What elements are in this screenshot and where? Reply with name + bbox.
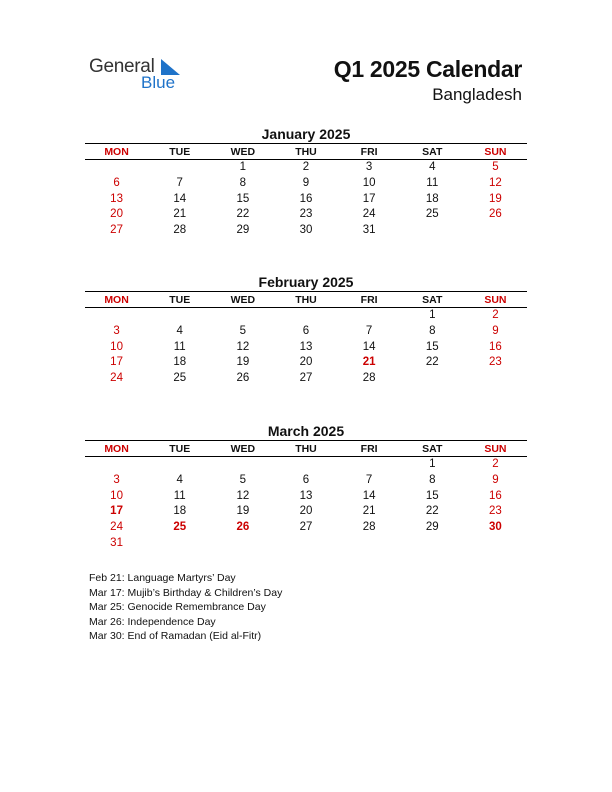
week-row bbox=[85, 176, 527, 192]
empty-day-cell bbox=[211, 536, 274, 552]
empty-day-cell bbox=[211, 457, 274, 473]
day-cell: 28 bbox=[362, 372, 376, 385]
day-cell: 26 bbox=[236, 521, 250, 534]
day-cell: 27 bbox=[299, 372, 313, 385]
day-cell: 21 bbox=[362, 505, 376, 518]
day-cell: 29 bbox=[425, 521, 439, 534]
day-cell: 18 bbox=[425, 192, 439, 205]
empty-day-cell bbox=[148, 308, 211, 324]
day-cell: 19 bbox=[236, 356, 250, 369]
day-cell: 17 bbox=[110, 356, 123, 369]
empty-day-cell bbox=[464, 223, 527, 239]
week-row bbox=[85, 308, 527, 324]
empty-day-cell bbox=[338, 457, 401, 473]
week-row bbox=[85, 207, 527, 223]
day-cell: 2 bbox=[492, 309, 499, 321]
day-cell: 6 bbox=[113, 176, 120, 189]
day-cell: 12 bbox=[236, 489, 250, 502]
day-cell: 23 bbox=[489, 505, 502, 518]
logo-text-general: General bbox=[89, 56, 155, 77]
week-row bbox=[85, 340, 527, 356]
day-cell: 21 bbox=[173, 208, 187, 221]
day-cell: 28 bbox=[173, 224, 187, 237]
weekday-header: FRI bbox=[338, 292, 401, 308]
day-cell: 3 bbox=[365, 161, 373, 173]
weekday-header: MON bbox=[85, 292, 148, 308]
day-cell: 4 bbox=[429, 161, 436, 173]
month-title: March 2025 bbox=[267, 423, 345, 439]
month-title: February 2025 bbox=[258, 274, 354, 290]
day-cell: 2 bbox=[302, 161, 310, 173]
week-row bbox=[85, 536, 527, 552]
day-cell: 15 bbox=[425, 340, 439, 353]
day-cell: 22 bbox=[425, 356, 439, 369]
day-cell: 16 bbox=[489, 489, 502, 502]
day-cell: 14 bbox=[362, 489, 376, 502]
logo-text-blue: Blue bbox=[141, 73, 176, 92]
weekday-header: SUN bbox=[464, 144, 527, 160]
weekday-header: FRI bbox=[338, 441, 401, 457]
page-title: Q1 2025 Calendar bbox=[333, 56, 522, 82]
day-cell: 13 bbox=[110, 192, 123, 205]
day-cell: 4 bbox=[176, 473, 183, 486]
day-cell: 18 bbox=[173, 356, 187, 369]
day-cell: 8 bbox=[429, 473, 436, 486]
empty-day-cell bbox=[274, 536, 337, 552]
day-cell: 15 bbox=[236, 192, 250, 205]
week-row bbox=[85, 324, 527, 340]
day-cell: 6 bbox=[302, 473, 310, 486]
month-title: January 2025 bbox=[261, 126, 351, 142]
day-cell: 24 bbox=[110, 521, 123, 534]
day-cell: 29 bbox=[236, 224, 250, 237]
day-cell: 23 bbox=[489, 356, 502, 369]
day-cell: 10 bbox=[362, 176, 376, 189]
day-cell: 21 bbox=[362, 356, 376, 369]
country-subtitle: Bangladesh bbox=[432, 85, 522, 104]
day-cell: 4 bbox=[176, 324, 183, 337]
day-cell: 31 bbox=[362, 224, 376, 237]
week-row bbox=[85, 473, 527, 489]
empty-day-cell bbox=[148, 160, 211, 176]
day-cell: 9 bbox=[302, 176, 310, 189]
weekday-header: THU bbox=[274, 441, 337, 457]
day-cell: 25 bbox=[425, 208, 439, 221]
day-cell: 7 bbox=[176, 176, 183, 189]
week-row bbox=[85, 504, 527, 520]
day-cell: 7 bbox=[365, 324, 373, 337]
empty-day-cell bbox=[148, 536, 211, 552]
weekday-header: THU bbox=[274, 292, 337, 308]
week-row bbox=[85, 371, 527, 387]
day-cell: 11 bbox=[426, 176, 439, 189]
weekday-header: WED bbox=[211, 292, 274, 308]
day-cell: 30 bbox=[489, 521, 502, 534]
empty-day-cell bbox=[85, 308, 148, 324]
day-cell: 16 bbox=[489, 340, 502, 353]
day-cell: 25 bbox=[173, 372, 187, 385]
day-cell: 3 bbox=[113, 324, 120, 337]
day-cell: 30 bbox=[299, 224, 313, 237]
weekday-header: THU bbox=[274, 144, 337, 160]
day-cell: 13 bbox=[299, 489, 313, 502]
empty-day-cell bbox=[464, 536, 527, 552]
day-cell: 18 bbox=[173, 505, 187, 518]
day-cell: 22 bbox=[236, 208, 250, 221]
day-cell: 11 bbox=[173, 489, 186, 502]
week-row bbox=[85, 160, 527, 176]
week-row bbox=[85, 355, 527, 371]
weekday-header: SUN bbox=[464, 441, 527, 457]
weekday-header: SAT bbox=[401, 292, 464, 308]
weekday-header: SUN bbox=[464, 292, 527, 308]
empty-day-cell bbox=[338, 308, 401, 324]
empty-day-cell bbox=[401, 223, 464, 239]
day-cell: 31 bbox=[110, 536, 123, 549]
day-cell: 1 bbox=[239, 161, 247, 173]
day-cell: 12 bbox=[236, 340, 250, 353]
week-row bbox=[85, 457, 527, 473]
weekday-header: MON bbox=[85, 144, 148, 160]
day-cell: 1 bbox=[429, 458, 436, 470]
day-cell: 20 bbox=[299, 356, 313, 369]
day-cell: 26 bbox=[236, 372, 250, 385]
month-grid bbox=[85, 292, 527, 387]
empty-day-cell bbox=[401, 371, 464, 387]
weekday-header: TUE bbox=[148, 441, 211, 457]
day-cell: 20 bbox=[299, 505, 313, 518]
empty-day-cell bbox=[148, 457, 211, 473]
weekday-header: WED bbox=[211, 441, 274, 457]
empty-day-cell bbox=[211, 308, 274, 324]
day-cell: 11 bbox=[173, 340, 186, 353]
day-cell: 13 bbox=[299, 340, 313, 353]
day-cell: 26 bbox=[489, 208, 502, 221]
day-cell: 14 bbox=[173, 192, 187, 205]
day-cell: 17 bbox=[362, 192, 376, 205]
empty-day-cell bbox=[464, 371, 527, 387]
day-cell: 20 bbox=[110, 208, 123, 221]
week-row bbox=[85, 489, 527, 505]
day-cell: 9 bbox=[492, 324, 499, 337]
day-cell: 5 bbox=[492, 161, 499, 173]
holiday-note: Mar 25: Genocide Remembrance Day bbox=[89, 601, 266, 614]
weekday-header: SAT bbox=[401, 441, 464, 457]
holiday-note: Mar 17: Mujib’s Birthday & Children’s Day bbox=[89, 586, 283, 599]
day-cell: 5 bbox=[239, 324, 247, 337]
day-cell: 8 bbox=[429, 324, 436, 337]
empty-day-cell bbox=[85, 160, 148, 176]
day-cell: 23 bbox=[299, 208, 313, 221]
day-cell: 2 bbox=[492, 458, 499, 470]
day-cell: 10 bbox=[110, 340, 123, 353]
weekday-header: WED bbox=[211, 144, 274, 160]
month-february bbox=[85, 274, 527, 387]
weekday-header-row bbox=[85, 441, 527, 457]
holiday-notes bbox=[89, 571, 282, 644]
week-row bbox=[85, 223, 527, 239]
day-cell: 3 bbox=[113, 473, 120, 486]
day-cell: 19 bbox=[489, 192, 502, 205]
day-cell: 27 bbox=[299, 521, 313, 534]
day-cell: 15 bbox=[425, 489, 439, 502]
holiday-note: Mar 30: End of Ramadan (Eid al-Fitr) bbox=[89, 630, 262, 643]
day-cell: 5 bbox=[239, 473, 247, 486]
weekday-header-row bbox=[85, 292, 527, 308]
day-cell: 27 bbox=[110, 224, 123, 237]
day-cell: 12 bbox=[489, 176, 502, 189]
weekday-header: FRI bbox=[338, 144, 401, 160]
day-cell: 28 bbox=[362, 521, 376, 534]
day-cell: 17 bbox=[110, 505, 123, 518]
empty-day-cell bbox=[401, 536, 464, 552]
month-january bbox=[85, 126, 527, 239]
generalblue-logo bbox=[89, 56, 199, 96]
day-cell: 25 bbox=[173, 521, 187, 534]
day-cell: 14 bbox=[362, 340, 376, 353]
day-cell: 7 bbox=[365, 473, 373, 486]
empty-day-cell bbox=[85, 457, 148, 473]
day-cell: 24 bbox=[362, 208, 376, 221]
day-cell: 19 bbox=[236, 505, 250, 518]
empty-day-cell bbox=[338, 536, 401, 552]
day-cell: 24 bbox=[110, 372, 123, 385]
holiday-note: Feb 21: Language Martyrs’ Day bbox=[89, 572, 236, 584]
weekday-header: MON bbox=[85, 441, 148, 457]
day-cell: 9 bbox=[492, 473, 499, 486]
day-cell: 10 bbox=[110, 489, 123, 502]
weekday-header: SAT bbox=[401, 144, 464, 160]
weekday-header: TUE bbox=[148, 292, 211, 308]
weekday-header: TUE bbox=[148, 144, 211, 160]
weekday-header-row bbox=[85, 144, 527, 160]
day-cell: 16 bbox=[299, 192, 313, 205]
day-cell: 22 bbox=[425, 505, 439, 518]
empty-day-cell bbox=[274, 308, 337, 324]
day-cell: 1 bbox=[429, 309, 436, 321]
month-march bbox=[85, 423, 527, 552]
month-grid bbox=[85, 441, 527, 552]
week-row bbox=[85, 520, 527, 536]
month-grid bbox=[85, 144, 527, 239]
day-cell: 8 bbox=[239, 176, 247, 189]
week-row bbox=[85, 192, 527, 208]
day-cell: 6 bbox=[302, 324, 310, 337]
holiday-note: Mar 26: Independence Day bbox=[89, 615, 216, 628]
empty-day-cell bbox=[274, 457, 337, 473]
